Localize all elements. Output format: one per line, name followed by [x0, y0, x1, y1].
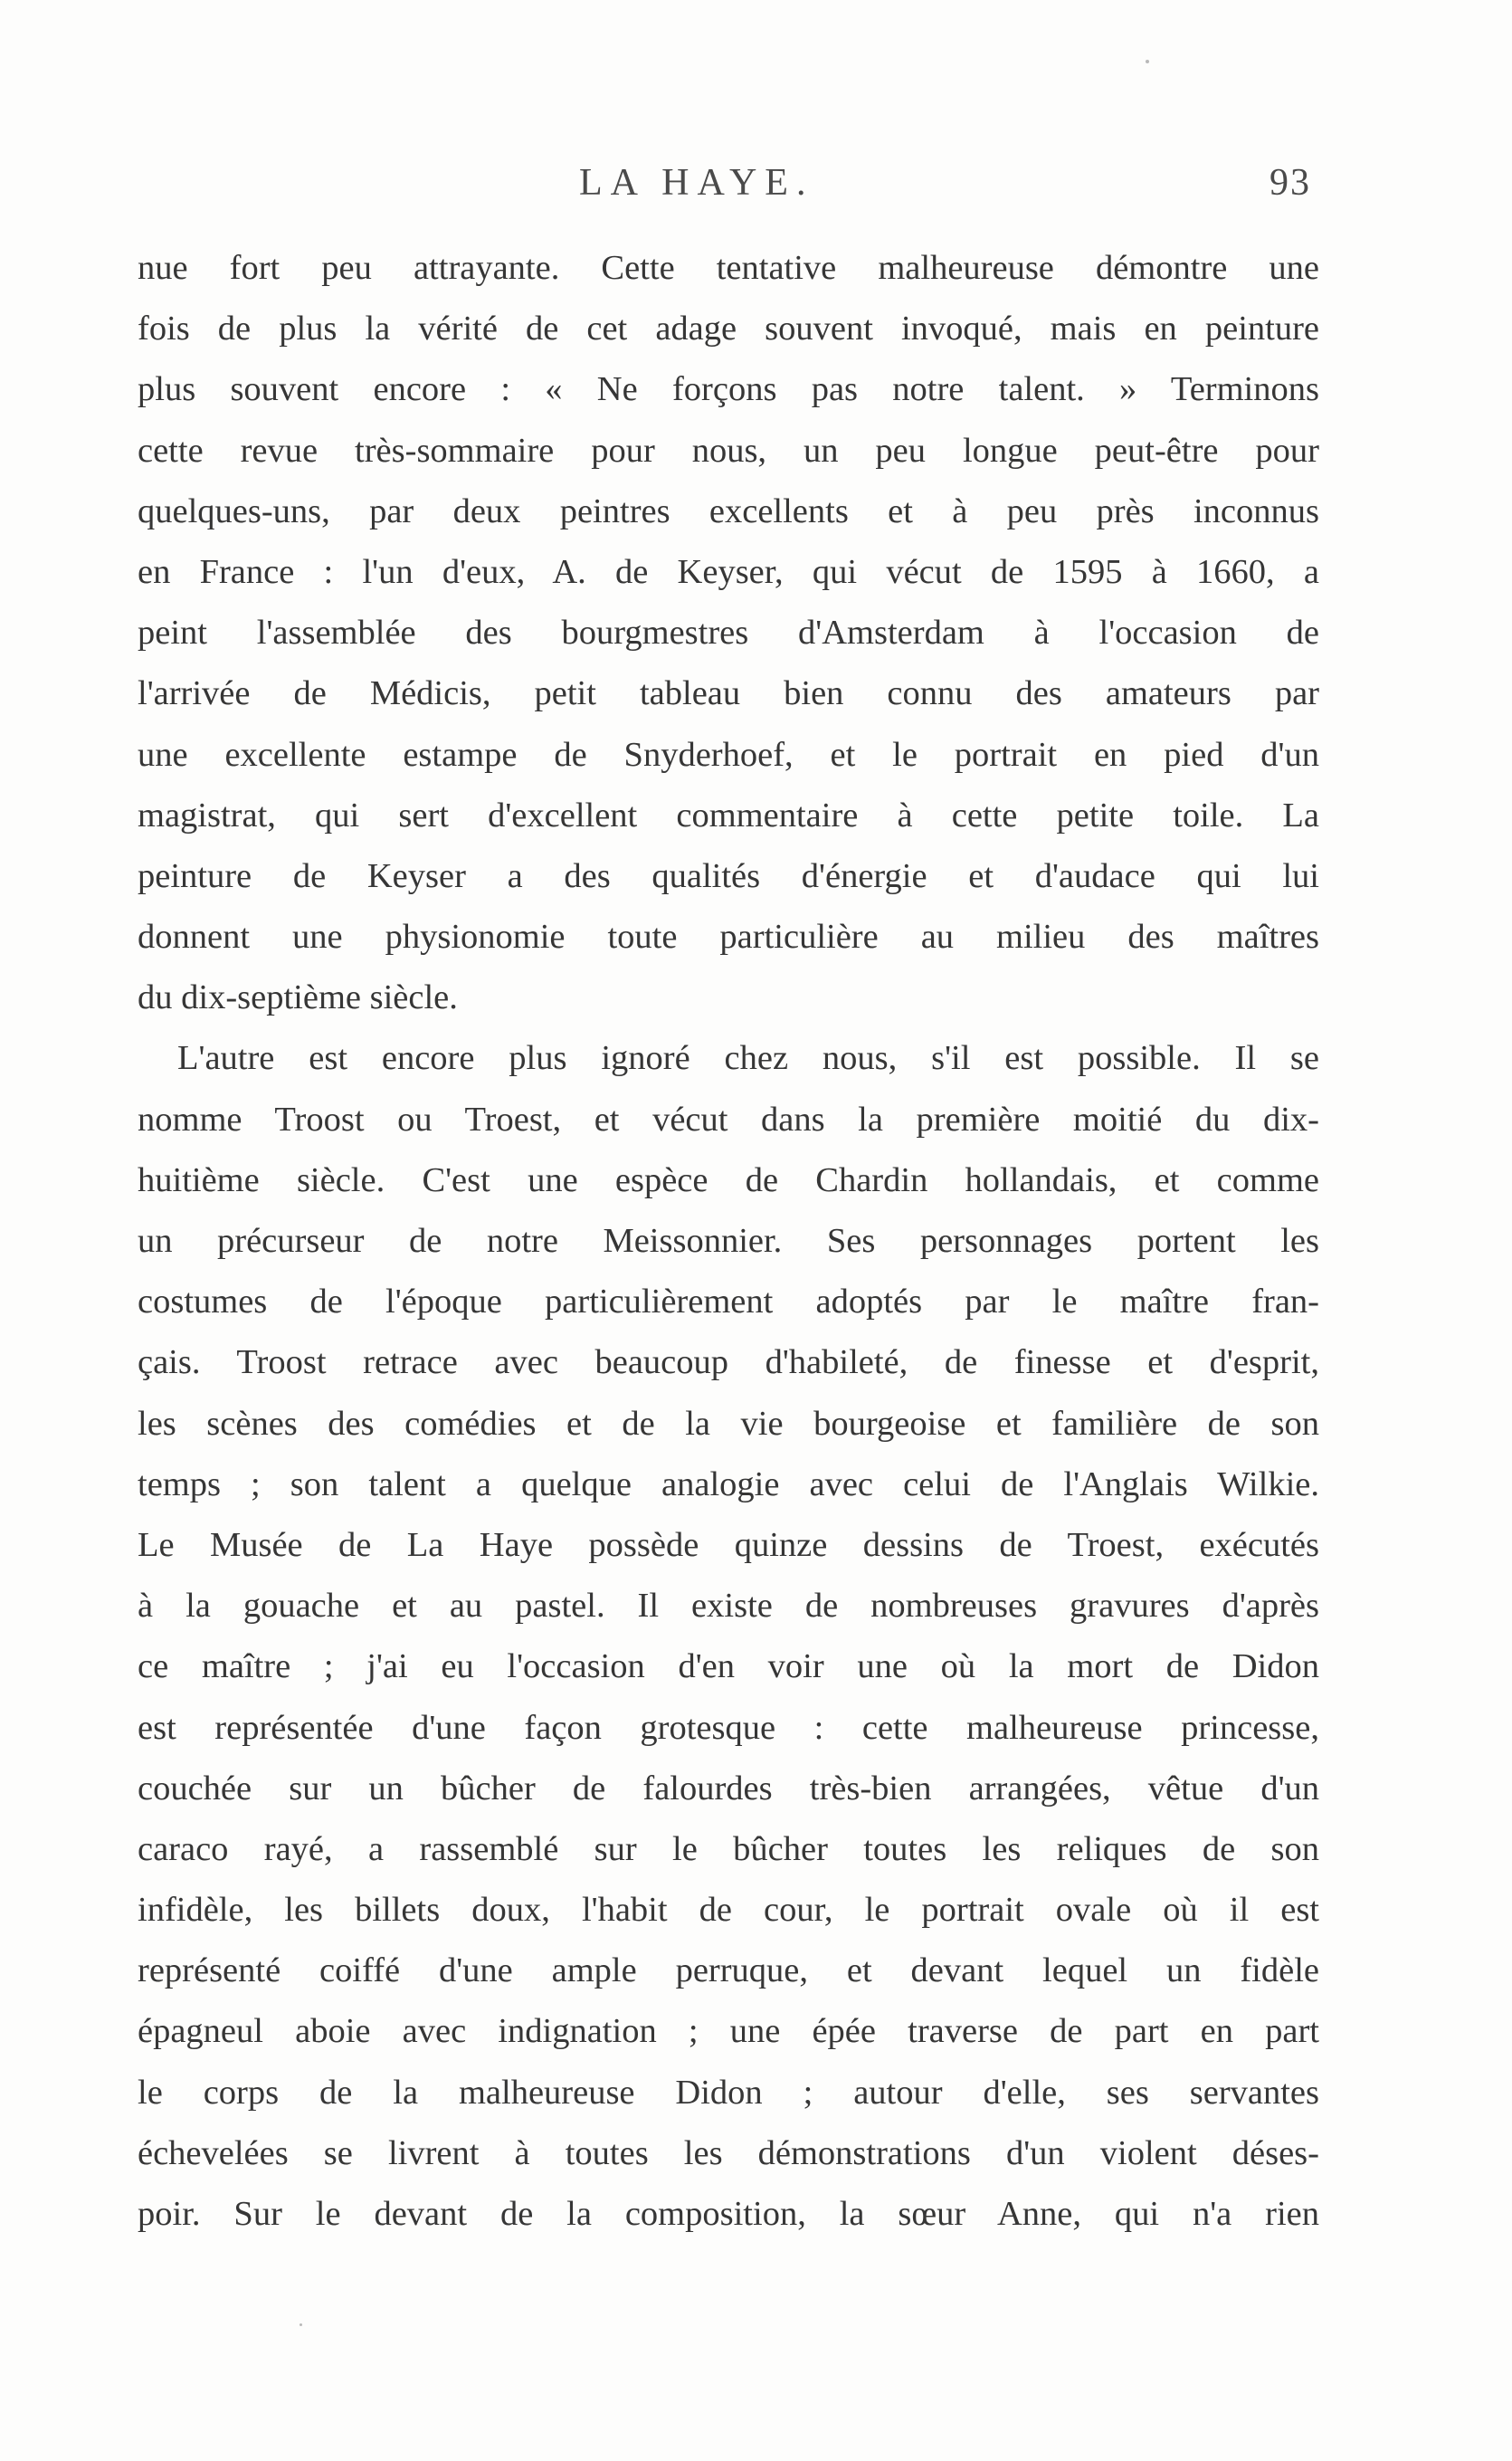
text-line: nue fort peu attrayante. Cette tentative malheureuse démontre une	[138, 249, 1319, 287]
text-line: est représentée d'une façon grotesque : cette malheureuse princesse,	[138, 1708, 1319, 1747]
text-line: couchée sur un bûcher de falourdes très-bien arrangées, vêtue d'un	[138, 1769, 1319, 1808]
text-line: huitième siècle. C'est une espèce de Chardin hollandais, et comme	[138, 1160, 1319, 1199]
text-line: peinture de Keyser a des qualités d'énergie et d'audace qui lui	[138, 856, 1319, 895]
paper-speck	[1146, 60, 1149, 63]
text-line: l'arrivée de Médicis, petit tableau bien connu des amateurs par	[138, 674, 1319, 713]
text-line: magistrat, qui sert d'excellent commentaire à cette petite toile. La	[138, 796, 1319, 835]
text-line: temps ; son talent a quelque analogie avec celui de l'Anglais Wilkie.	[138, 1464, 1319, 1503]
paper-speck	[300, 2323, 302, 2326]
text-line: Le Musée de La Haye possède quinze dessins de Troest, exécutés	[138, 1525, 1319, 1564]
text-line: cette revue très-sommaire pour nous, un peu longue peut-être pour	[138, 431, 1319, 470]
text-line: en France : l'un d'eux, A. de Keyser, qui vécut de 1595 à 1660, a	[138, 552, 1319, 591]
text-line: fois de plus la vérité de cet adage souvent invoqué, mais en peinture	[138, 310, 1319, 348]
paragraph-start-line: L'autre est encore plus ignoré chez nous, s'il est possible. Il se	[177, 1039, 1319, 1078]
text-line: plus souvent encore : « Ne forçons pas notre talent. » Terminons	[138, 370, 1319, 409]
text-line: infidèle, les billets doux, l'habit de cour, le portrait ovale où il est	[138, 1891, 1319, 1930]
text-line: le corps de la malheureuse Didon ; autour d'elle, ses servantes	[138, 2073, 1319, 2112]
text-line: quelques-uns, par deux peintres excellents et à peu près inconnus	[138, 491, 1319, 530]
text-line: nomme Troost ou Troest, et vécut dans la première moitié du dix-	[138, 1100, 1319, 1139]
text-line: poir. Sur le devant de la composition, la sœur Anne, qui n'a rien	[138, 2195, 1319, 2233]
paragraph-end-line: du dix-septième siècle.	[138, 978, 458, 1017]
running-title: LA HAYE.	[579, 162, 814, 204]
text-line: échevelées se livrent à toutes les démonstrations d'un violent déses-	[138, 2133, 1319, 2172]
text-line: épagneul aboie avec indignation ; une épée traverse de part en part	[138, 2012, 1319, 2051]
page-header	[0, 161, 1512, 215]
text-line: çais. Troost retrace avec beaucoup d'habileté, de finesse et d'esprit,	[138, 1343, 1319, 1382]
text-line: à la gouache et au pastel. Il existe de nombreuses gravures d'après	[138, 1587, 1319, 1626]
body-text	[138, 238, 1319, 2245]
text-line: donnent une physionomie toute particulière au milieu des maîtres	[138, 918, 1319, 957]
page-number: 93	[1270, 162, 1311, 204]
text-line: représenté coiffé d'une ample perruque, et devant lequel un fidèle	[138, 1951, 1319, 1990]
text-line: caraco rayé, a rassemblé sur le bûcher toutes les reliques de son	[138, 1829, 1319, 1868]
text-line: une excellente estampe de Snyderhoef, et le portrait en pied d'un	[138, 735, 1319, 774]
text-line: un précurseur de notre Meissonnier. Ses personnages portent les	[138, 1222, 1319, 1260]
text-line: les scènes des comédies et de la vie bourgeoise et familière de son	[138, 1404, 1319, 1443]
text-line: peint l'assemblée des bourgmestres d'Amsterdam à l'occasion de	[138, 614, 1319, 653]
text-line: costumes de l'époque particulièrement adoptés par le maître fran-	[138, 1283, 1319, 1321]
text-line: ce maître ; j'ai eu l'occasion d'en voir une où la mort de Didon	[138, 1647, 1319, 1686]
